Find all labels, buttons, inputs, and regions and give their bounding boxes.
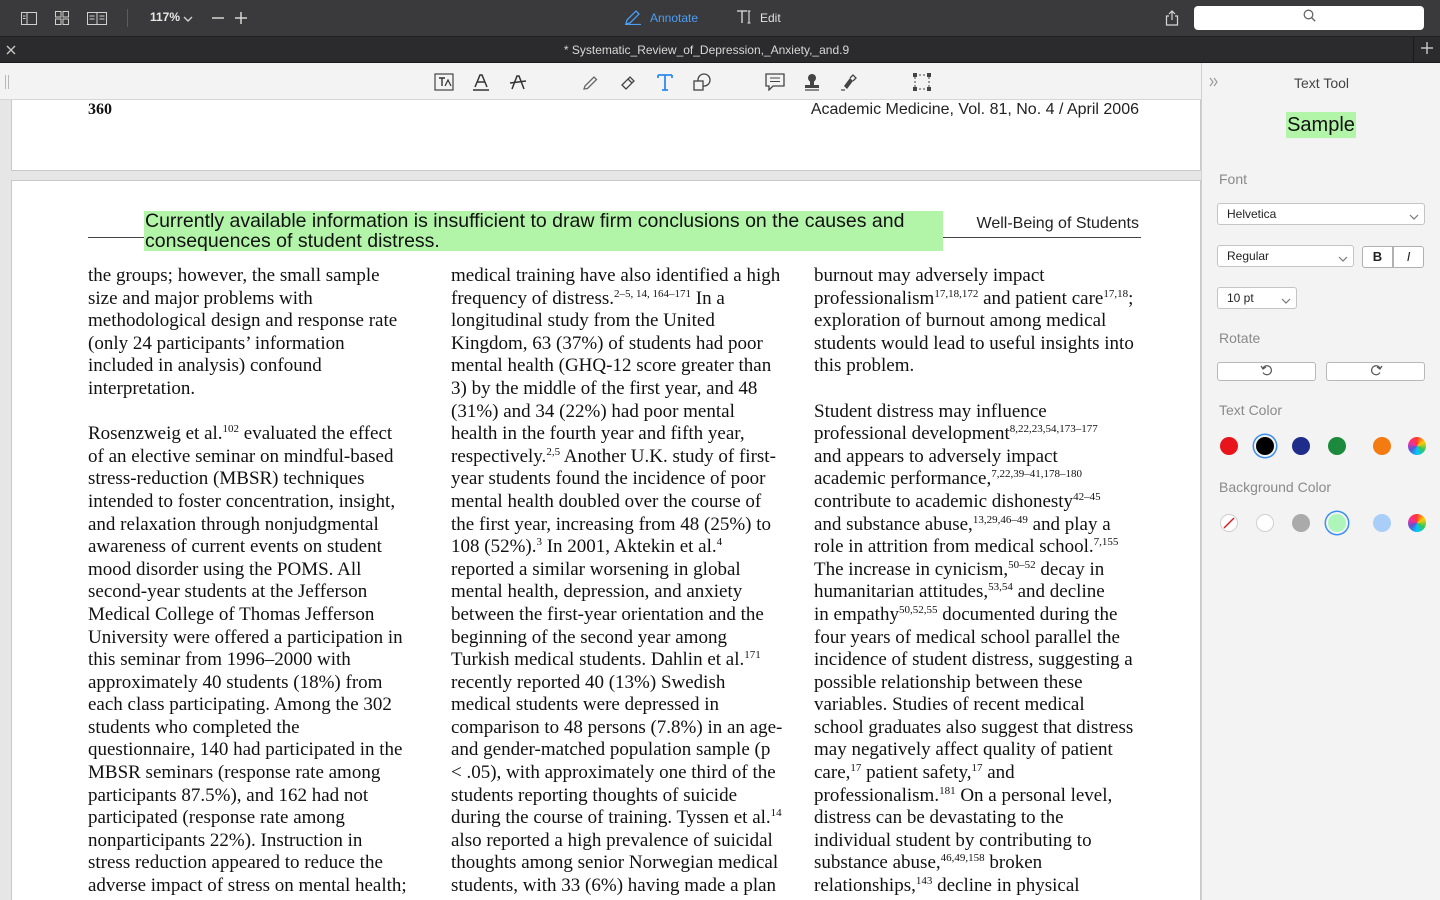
text-line: professionalism.$^{181}$ On a personal level,: [814, 784, 1113, 806]
text-line: exploration of burnout among medical: [814, 310, 1107, 332]
citation-superscript: 171: [744, 649, 761, 662]
citation-superscript: 2,5: [546, 445, 561, 458]
rotate-left-button[interactable]: [1217, 362, 1316, 381]
chevron-down-icon: [1281, 292, 1291, 312]
text-line: included in analysis) confound: [88, 355, 322, 377]
text-line: size and major problems with: [88, 287, 313, 309]
text-line: participated (response rate among: [88, 807, 345, 829]
citation-superscript: 17,18,172: [934, 287, 979, 300]
text-line: respectively.$^{2,5}$ Another U.K. study of first-: [451, 445, 776, 467]
text-line: recently reported 40 (13%) Swedish: [451, 671, 726, 693]
text-line: The increase in cynicism,$^{50-52}$ decay in: [814, 558, 1105, 580]
properties-sidebar: [1201, 63, 1440, 900]
text-line: students reporting thoughts of suicide: [451, 784, 738, 806]
text-line: may negatively affect quality of patient: [814, 739, 1113, 761]
font-size-select[interactable]: [1217, 287, 1297, 309]
main-toolbar: [0, 0, 1440, 37]
text-line: second-year students at the Jefferson: [88, 581, 368, 603]
rotate-right-icon: [1369, 363, 1383, 381]
text-line: mental health, depression, and anxiety: [451, 581, 743, 603]
italic-button[interactable]: I: [1393, 246, 1424, 268]
text-line: year students found the incidence of poor: [451, 468, 766, 490]
citation-superscript: 2–5, 14, 164–171: [614, 287, 692, 300]
previous-page: [11, 100, 1201, 171]
text-line: and gender-matched population sample (p: [451, 739, 771, 761]
text-line: frequency of distress.$^{2-5, 14, 164-171}$ In a: [451, 287, 725, 309]
zoom-level[interactable]: 117%: [150, 10, 181, 24]
text-line: substance abuse,$^{46,49,158}$ broken: [814, 852, 1043, 874]
text-line: this problem.: [814, 355, 915, 377]
citation-superscript: 8,22,23,54,173–177: [1009, 423, 1098, 436]
text-line: stress-reduction (MBSR) techniques: [88, 468, 365, 490]
edit-label: Edit: [760, 11, 781, 25]
text-line: Student distress may influence: [814, 400, 1047, 422]
text-line: University were offered a participation in: [88, 626, 403, 648]
background-color-label: Background Color: [1219, 479, 1332, 495]
zoom-in-icon[interactable]: [231, 9, 251, 27]
background-color-swatch[interactable]: [1328, 514, 1346, 532]
text-line: during the course of training. Tyssen et al.$^{14}$: [451, 807, 782, 829]
font-size-value: 10 pt: [1227, 291, 1254, 305]
text-line: Rosenzweig et al.$^{102}$ evaluated the effect: [88, 423, 393, 445]
document-tab-title[interactable]: * Systematic_Review_of_Depression,_Anxiety,_and.9: [563, 43, 850, 57]
rotate-left-icon: [1260, 363, 1274, 381]
background-custom-color-picker[interactable]: [1408, 514, 1426, 532]
citation-superscript: 50–52: [1008, 558, 1036, 571]
rotate-label: Rotate: [1219, 330, 1261, 346]
share-icon[interactable]: [1162, 9, 1182, 27]
text-line: mental health doubled over the course of: [451, 490, 762, 512]
eraser-icon[interactable]: [617, 72, 639, 92]
text-line: mood disorder using the POMS. All: [88, 558, 362, 580]
running-section-title: Well-Being of Students: [971, 215, 1139, 233]
text-line: (31%) and 34 (22%) had poor mental: [451, 400, 735, 422]
text-line: in empathy$^{50,52,55}$ documented during the: [814, 603, 1118, 625]
text-line: mental health (GHQ-12 score greater than: [451, 355, 772, 377]
citation-superscript: 53,54: [988, 581, 1013, 594]
font-style-select[interactable]: [1217, 245, 1354, 267]
text-line: comparison to 48 persons (7.8%) in an age-: [451, 716, 783, 738]
text-line: also reported a high prevalence of suicidal: [451, 829, 773, 851]
text-line: health in the fourth year and fifth year,: [451, 423, 745, 445]
text-tool-icon[interactable]: [654, 72, 676, 92]
font-label: Font: [1219, 171, 1248, 187]
text-line: students who completed the: [88, 716, 300, 738]
signature-icon[interactable]: [838, 72, 860, 92]
text-line: role in attrition from medical school.$^{7,155}$: [814, 536, 1119, 558]
text-line: questionnaire, 140 had participated in the: [88, 739, 403, 761]
text-line: adverse impact of stress on mental health;: [88, 875, 407, 897]
citation-superscript: 42–45: [1073, 490, 1101, 503]
text-line: longitudinal study from the United: [451, 310, 715, 332]
chevron-down-icon: [1409, 208, 1419, 228]
text-line: school graduates also suggest that distress: [814, 716, 1134, 738]
citation-superscript: 7,155: [1093, 536, 1119, 549]
text-line: beginning of the second year among: [451, 626, 727, 648]
text-line: stress reduction appeared to reduce the: [88, 852, 383, 874]
font-family-select[interactable]: [1217, 203, 1425, 225]
text-line: and relaxation through nonjudgmental: [88, 513, 379, 535]
text-line: medical students were depressed in: [451, 694, 720, 716]
text-line: variables. Studies of recent medical: [814, 694, 1085, 716]
text-line: approximately 40 students (18%) from: [88, 671, 383, 693]
background-no-color-swatch[interactable]: [1220, 514, 1238, 532]
text-color-swatch[interactable]: [1373, 437, 1391, 455]
text-line: 108 (52%).$^3$ In 2001, Aktekin et al.$^4$: [451, 536, 723, 558]
text-line: students would lead to useful insights into: [814, 332, 1134, 354]
citation-superscript: 3: [536, 536, 542, 549]
plus-icon: [1421, 41, 1433, 59]
search-input[interactable]: [1194, 6, 1424, 30]
text-line: academic performance,$^{7,22,39-41,178-180}$: [814, 468, 1082, 490]
citation-superscript: 46,49,158: [940, 852, 985, 865]
stamp-icon[interactable]: [801, 72, 823, 92]
citation-superscript: 102: [222, 423, 240, 436]
page-number: 360: [88, 101, 112, 118]
citation-superscript: 13,29,46–49: [972, 513, 1028, 526]
text-line: methodological design and response rate: [88, 310, 398, 332]
text-box-icon[interactable]: [433, 72, 455, 92]
zoom-out-icon[interactable]: [208, 9, 228, 27]
annotation-toolbar: [0, 63, 1201, 100]
text-custom-color-picker[interactable]: [1408, 437, 1426, 455]
text-line: Kingdom, 63 (37%) of students had poor: [451, 332, 763, 354]
text-line: interpretation.: [88, 377, 196, 399]
text-column-1: [88, 265, 428, 898]
text-color-swatch[interactable]: [1328, 437, 1346, 455]
panel-title: Text Tool: [1294, 75, 1349, 91]
text-line: professional development$^{8,22,23,54,173-177}$: [814, 423, 1098, 445]
citation-superscript: 181: [939, 784, 956, 797]
text-line: burnout may adversely impact: [814, 265, 1045, 286]
annotate-icon: [624, 9, 642, 28]
text-line: and substance abuse,$^{13,29,46-49}$ and play a: [814, 513, 1111, 535]
text-line: of an elective seminar on mindful-based: [88, 445, 394, 467]
citation-superscript: 143: [915, 875, 933, 888]
citation-superscript: 4: [716, 536, 723, 549]
toolbar-drag-handle[interactable]: [5, 75, 9, 89]
text-line: humanitarian attitudes,$^{53,54}$ and decline: [814, 581, 1105, 603]
text-line: contribute to academic dishonesty$^{42-45}$: [814, 490, 1101, 512]
paragraph-break: [88, 401, 428, 424]
search-icon: [1303, 9, 1316, 27]
document-viewer[interactable]: [0, 100, 1201, 900]
edit-mode-button[interactable]: [736, 8, 781, 28]
text-line: care,$^{17}$ patient safety,$^{17}$ and: [814, 762, 1015, 784]
text-line: four years of medical school parallel the: [814, 626, 1120, 648]
selection-icon[interactable]: [911, 72, 933, 92]
citation-superscript: 17: [971, 762, 983, 775]
annotate-mode-button[interactable]: [624, 8, 698, 28]
text-line: reported a similar worsening in global: [451, 558, 741, 580]
sidebar-icon[interactable]: [19, 9, 39, 27]
text-line: incidence of student distress, suggesting a: [814, 649, 1133, 671]
text-line: 3) by the middle of the first year, and 48: [451, 377, 758, 399]
tab-bar: [0, 37, 1440, 63]
citation-superscript: 17,18: [1103, 287, 1129, 300]
text-line: thoughts among senior Norwegian medical: [451, 852, 779, 874]
text-line: between the first-year orientation and the: [451, 603, 764, 625]
citation-superscript: 7,22,39–41,178–180: [991, 468, 1082, 481]
text-color-swatch[interactable]: [1292, 437, 1310, 455]
text-line: individual student by contributing to: [814, 829, 1092, 851]
text-color-swatch[interactable]: [1220, 437, 1238, 455]
text-column-2: [451, 265, 791, 898]
text-line: distress can be devastating to the: [814, 807, 1064, 829]
paragraph-break: [814, 378, 1154, 401]
text-line: intended to foster concentration, insight,: [88, 490, 396, 512]
strikethrough-icon[interactable]: [507, 72, 529, 92]
text-style-preview: Sample: [1287, 114, 1355, 136]
font-style-value: Regular: [1227, 249, 1270, 263]
background-color-swatch[interactable]: [1292, 514, 1310, 532]
text-line: each class participating. Among the 302: [88, 694, 392, 716]
text-color-swatch[interactable]: [1256, 437, 1274, 455]
font-family-value: Helvetica: [1227, 207, 1277, 221]
text-line: this seminar from 1996–2000 with: [88, 649, 351, 671]
citation-superscript: 50,52,55: [898, 603, 938, 616]
journal-citation: Academic Medicine, Vol. 81, No. 4 / April 2006: [810, 101, 1139, 118]
citation-superscript: 17: [850, 762, 862, 775]
new-tab-button[interactable]: [1413, 37, 1440, 63]
text-line: Medical College of Thomas Jefferson: [88, 603, 375, 625]
text-line: and appears to adversely impact: [814, 445, 1058, 467]
text-line: (only 24 participants’ information: [88, 332, 345, 354]
text-line: the first year, increasing from 48 (25%) to: [451, 513, 772, 535]
text-line: professionalism$^{17,18,172}$ and patient care$^{17,18}$;: [814, 287, 1134, 309]
chevron-down-icon: [1338, 250, 1348, 270]
highlight-icon[interactable]: [470, 72, 492, 92]
text-line: students, with 33 (6%) having made a plan: [451, 875, 777, 897]
pullquote-text-annotation[interactable]: Currently available information is insufficient to draw firm conclusions on the causes and consequences of student distress.: [145, 210, 905, 252]
note-icon[interactable]: [764, 72, 786, 92]
background-color-swatch[interactable]: [1256, 514, 1274, 532]
text-line: MBSR seminars (response rate among: [88, 762, 381, 784]
text-line: < .05), with approximately one third of the: [451, 762, 776, 784]
text-color-label: Text Color: [1219, 402, 1283, 418]
text-line: relationships,$^{143}$ decline in physical: [814, 875, 1080, 897]
pencil-icon[interactable]: [580, 72, 602, 92]
citation-superscript: 14: [770, 807, 782, 820]
text-line: medical training have also identified a high: [451, 265, 781, 286]
text-line: Turkish medical students. Dahlin et al.$^{171}$: [451, 649, 761, 671]
text-line: possible relationship between these: [814, 671, 1083, 693]
annotate-label: Annotate: [650, 11, 699, 25]
edit-text-icon: [736, 9, 752, 28]
chevron-down-icon[interactable]: [183, 10, 193, 28]
text-line: the groups; however, the small sample: [88, 265, 380, 286]
text-line: participants 87.5%), and 162 had not: [88, 784, 369, 806]
thumbnails-icon[interactable]: [52, 9, 72, 27]
shapes-icon[interactable]: [691, 72, 713, 92]
reading-mode-icon[interactable]: [86, 9, 108, 27]
bold-button[interactable]: B: [1362, 246, 1393, 268]
text-line: nonparticipants 22%). Instruction in: [88, 829, 363, 851]
background-color-swatch[interactable]: [1373, 514, 1391, 532]
text-column-3: [814, 265, 1154, 898]
current-page: [11, 180, 1201, 900]
rotate-right-button[interactable]: [1326, 362, 1425, 381]
toolbar-divider: [127, 9, 128, 27]
text-line: awareness of current events on student: [88, 536, 382, 558]
